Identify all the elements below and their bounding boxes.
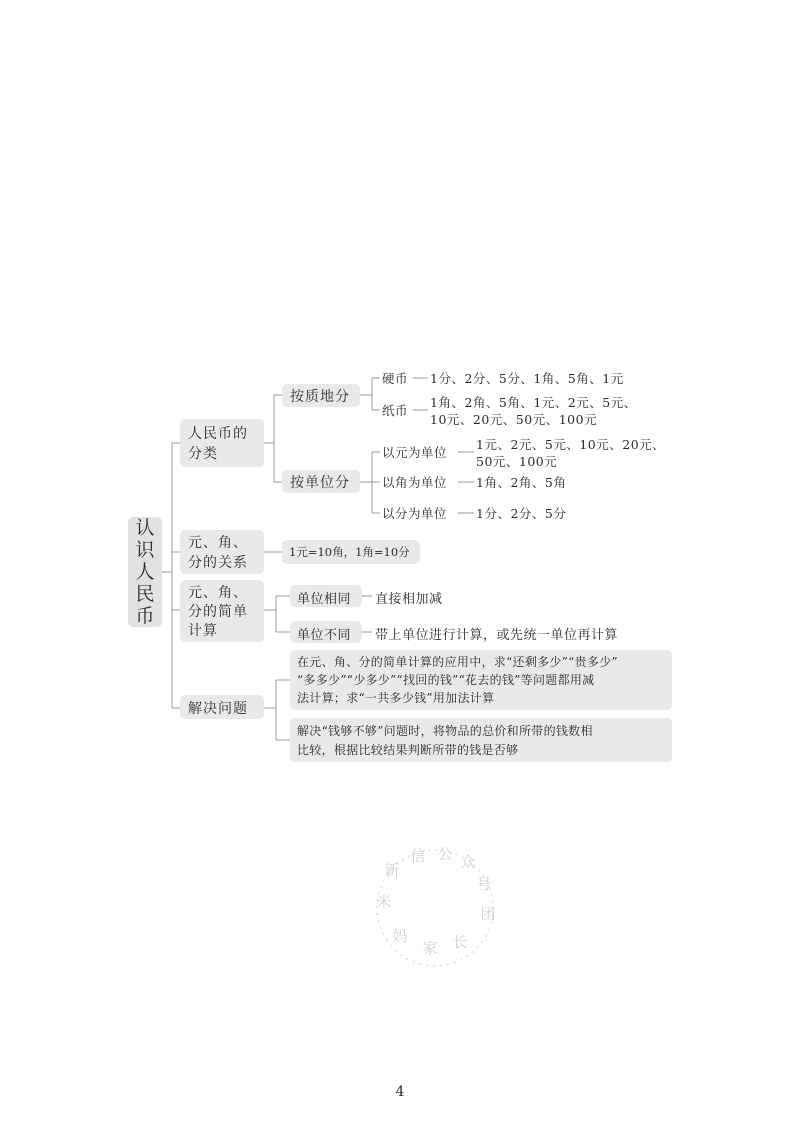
- node-solve: [180, 695, 264, 719]
- node-calc: [180, 580, 264, 642]
- node-by-material: [282, 384, 360, 407]
- svg-text:众: 众: [460, 853, 476, 871]
- solve-item1-line1: 在元、角、分的简单计算的应用中，求“还剩多少”“贵多少”: [297, 655, 618, 669]
- node-diff-unit: [290, 621, 362, 643]
- paper-label: 纸币: [382, 403, 409, 418]
- watermark-stamp: [360, 833, 510, 983]
- node-by-unit-label: 按单位分: [290, 475, 350, 491]
- fen-unit-label: 以分为单位: [382, 506, 448, 521]
- same-unit-content: 直接相加减: [375, 592, 443, 607]
- node-calc-line3: 计算: [188, 623, 218, 639]
- yuan-unit-label: 以元为单位: [382, 445, 448, 460]
- diff-unit-content: 带上单位进行计算，或先统一单位再计算: [375, 628, 619, 643]
- node-by-material-label: 按质地分: [290, 389, 350, 405]
- relation-content: 1元=10角，1角=10分: [289, 545, 410, 559]
- coin-values: 1分、2分、5分、1角、5角、1元: [430, 371, 624, 386]
- node-relation: [180, 530, 264, 574]
- jiao-unit-label: 以角为单位: [382, 475, 448, 490]
- page-number: 4: [395, 1084, 405, 1100]
- jiao-unit-values: 1角、2角、5角: [476, 475, 567, 490]
- node-classification-line1: 人民币的: [188, 426, 248, 442]
- paper-values-line2: 10元、20元、50元、100元: [430, 412, 598, 427]
- svg-text:新: 新: [384, 861, 400, 879]
- root-char: 币: [135, 605, 155, 627]
- root-char: 民: [135, 583, 155, 605]
- yuan-unit-values-line1: 1元、2元、5元、10元、20元、: [476, 437, 666, 452]
- solve-item1-line3: 法计算；求“一共多少钱”用加法计算: [297, 691, 495, 705]
- node-solve-label: 解决问题: [188, 701, 248, 717]
- paper-values-line1: 1角、2角、5角、1元、2元、5元、: [430, 395, 637, 410]
- svg-text:号: 号: [476, 875, 492, 893]
- node-same-unit: [290, 585, 362, 607]
- node-classification-line2: 分类: [188, 446, 218, 462]
- node-classification: [180, 419, 264, 467]
- coin-label: 硬币: [382, 371, 409, 386]
- solve-item1-box: [290, 650, 672, 710]
- svg-text:家: 家: [422, 939, 438, 957]
- svg-text:长: 长: [452, 933, 468, 951]
- node-calc-line2: 分的简单: [188, 604, 248, 620]
- fen-unit-values: 1分、2分、5分: [476, 506, 567, 521]
- svg-text:团: 团: [480, 905, 496, 923]
- solve-item2-box: [290, 718, 672, 762]
- svg-text:信: 信: [410, 847, 426, 865]
- node-diff-unit-label: 单位不同: [297, 628, 352, 643]
- root-char: 识: [135, 539, 155, 561]
- relation-content-box: [282, 540, 420, 564]
- root-char: 认: [135, 517, 155, 539]
- yuan-unit-values-line2: 50元、100元: [476, 454, 558, 469]
- solve-item2-line2: 比较，根据比较结果判断所带的钱是否够: [297, 743, 519, 757]
- node-calc-line1: 元、角、: [188, 585, 248, 601]
- solve-item1-line2: “多多少”“少多少”“找回的钱”“花去的钱”等问题都用减: [297, 673, 595, 687]
- node-by-unit: [282, 470, 360, 493]
- solve-item2-line1: 解决“钱够不够”问题时，将物品的总价和所带的钱数相: [297, 724, 593, 738]
- svg-text:米: 米: [376, 893, 392, 911]
- node-relation-line1: 元、角、: [188, 535, 248, 551]
- svg-text:妈: 妈: [392, 927, 408, 945]
- node-same-unit-label: 单位相同: [297, 592, 352, 607]
- root-node: [128, 517, 162, 627]
- root-char: 人: [135, 561, 155, 583]
- svg-text:公: 公: [437, 845, 453, 863]
- node-relation-line2: 分的关系: [188, 555, 248, 571]
